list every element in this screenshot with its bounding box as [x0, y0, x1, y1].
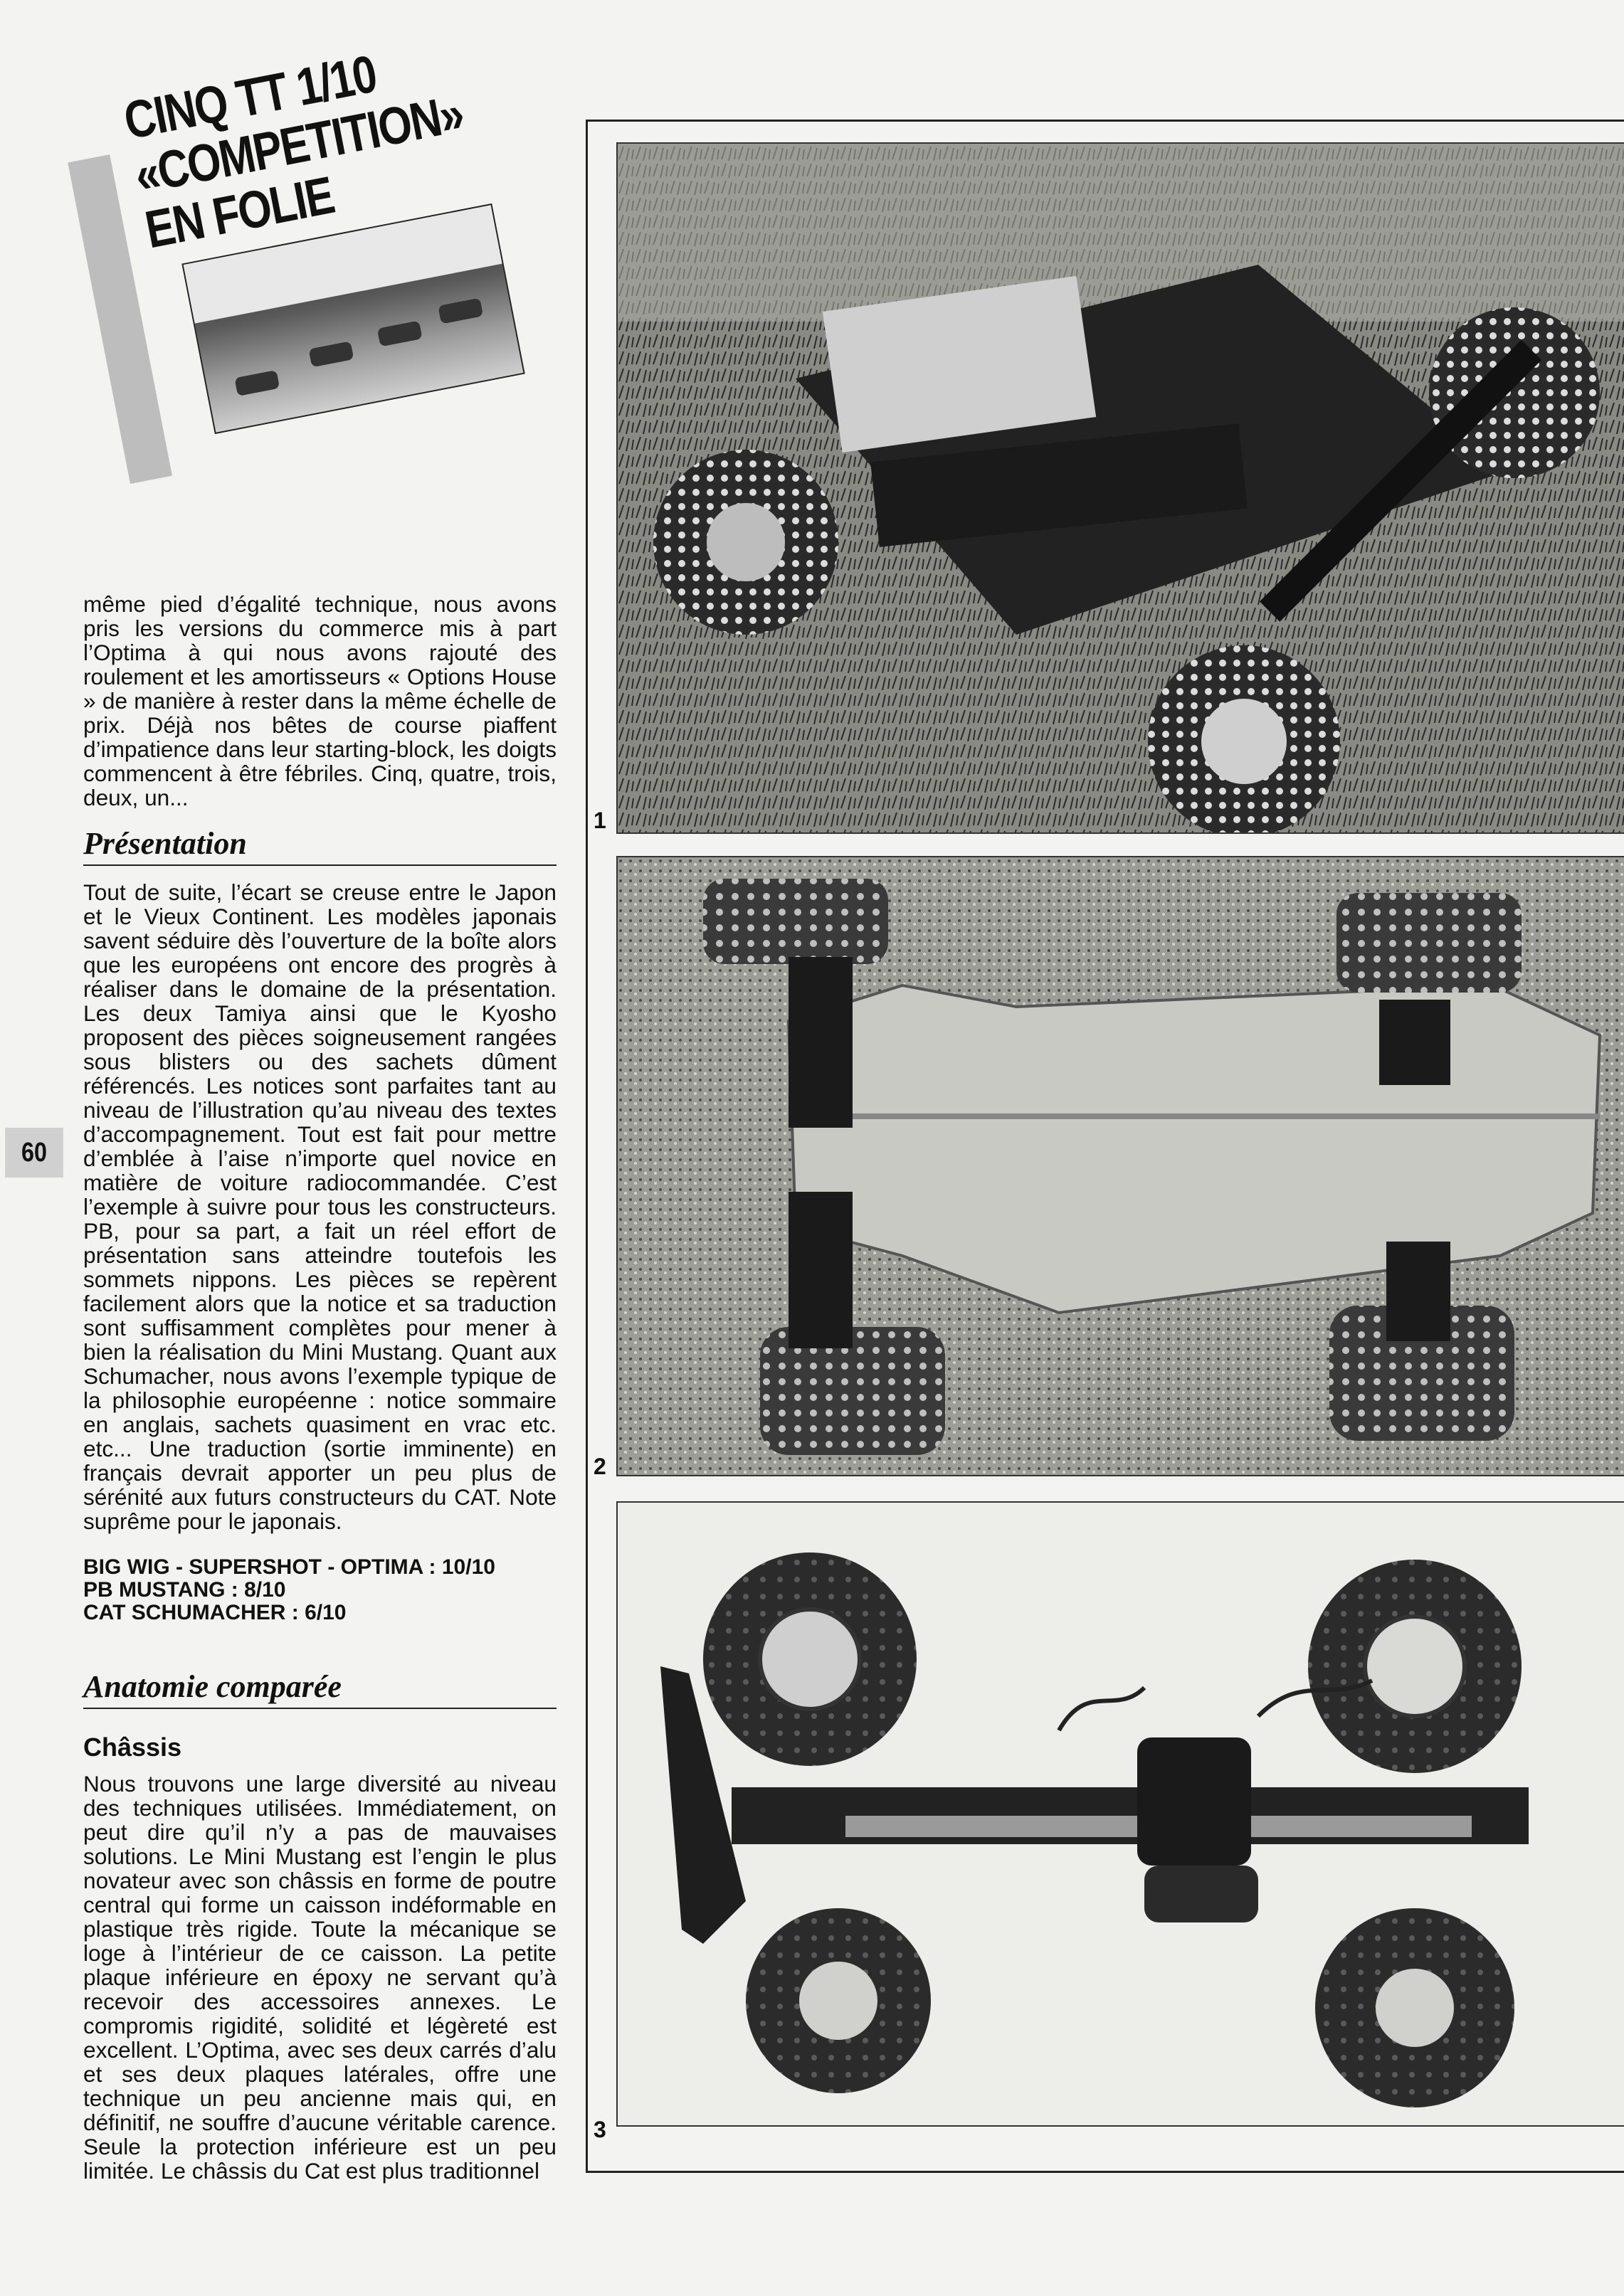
article-heading-badge	[57, 23, 564, 484]
section-heading-presentation: Présentation	[83, 825, 557, 866]
figure-label-1: 1	[594, 808, 606, 833]
photo-2-chassis-top-view	[616, 856, 1624, 1476]
figure-label-2: 2	[594, 1454, 606, 1479]
scores-list	[83, 1556, 495, 1624]
article-title: CINQ TT 1/10 «COMPETITION» EN FOLIE	[119, 43, 468, 260]
section-heading-anatomie: Anatomie comparée	[83, 1668, 557, 1709]
score-line: PB MUSTANG : 8/10	[83, 1578, 286, 1602]
score-line: CAT SCHUMACHER : 6/10	[83, 1601, 347, 1624]
score-line: BIG WIG - SUPERSHOT - OPTIMA : 10/10	[83, 1555, 495, 1579]
page-number: 60	[5, 1128, 63, 1178]
photo-1-buggy-on-grass	[616, 142, 1624, 834]
figure-label-3: 3	[594, 2117, 606, 2142]
photo-3-chassis-side-view	[616, 1501, 1624, 2127]
chassis-paragraph: Nous trouvons une large diversité au niveau des techniques utilisées. Immédiatement, on peut dire qu’il n’y a pas de mauvaises solutions. Le Mini Mustang est l’engin le plus novateur avec son châssis en forme de poutre central qui forme un caisson indéformable en plastique très rigide. Toute la mécanique se loge à l’intérieur de ce caisson. La petite plaque inférieure en époxy ne servant qu’à recevoir des accessoires annexes. Le compromis rigidité, solidité et légèreté est excellent. L’Optima, avec ses deux carrés d’alu et ses deux plaques latérales, offre une technique un peu ancienne mais qui, en définitif, ne souffre d’aucune véritable carence. Seule la protection inférieure est un peu limitée. Le châssis du Cat est plus traditionnel	[83, 1771, 557, 2184]
presentation-paragraph: Tout de suite, l’écart se creuse entre le Japon et le Vieux Continent. Les modèles japonais savent séduire dès l’ouverture de la boîte alors que les européens ont encore des progrès à réaliser dans le domaine de la présentation. Les deux Tamiya ainsi que le Kyosho proposent des pièces soigneusement rangées sous blisters ou des sachets dûment référencés. Les notices sont parfaites tant au niveau de l’illustration qu’au niveau des textes d’accompagnement. Tout est fait pour mettre d’emblée à l’aise n’importe quel novice en matière de voiture radiocommandée. C’est l’exemple à suivre pour tous les constructeurs. PB, pour sa part, a fait un réel effort de présentation sans atteindre toutefois les sommets nippons. Les pièces se repèrent facilement alors que la notice et sa traduction sont suffisamment complètes pour mener à bien la réalisation du Mini Mustang. Quant aux Schumacher, nous avons l’exemple typique de la philosophie européenne : notice sommaire en anglais, sachets quasiment en vrac etc. etc... Une traduction (sortie imminente) en français devrait apporter un peu plus de sérénité aux futurs constructeurs du CAT. Note suprême pour le japonais.	[83, 879, 557, 1534]
intro-paragraph: même pied d’égalité technique, nous avons pris les versions du commerce mis à part l’Optima à qui nous avons rajouté des roulement et les amortisseurs « Options House » de manière à rester dans la même échelle de prix. Déjà nos bêtes de course piaffent d’impatience dans leur starting-block, les doigts commencent à être fébriles. Cinq, quatre, trois, deux, un...	[83, 591, 557, 810]
subheading-chassis: Châssis	[83, 1732, 182, 1762]
